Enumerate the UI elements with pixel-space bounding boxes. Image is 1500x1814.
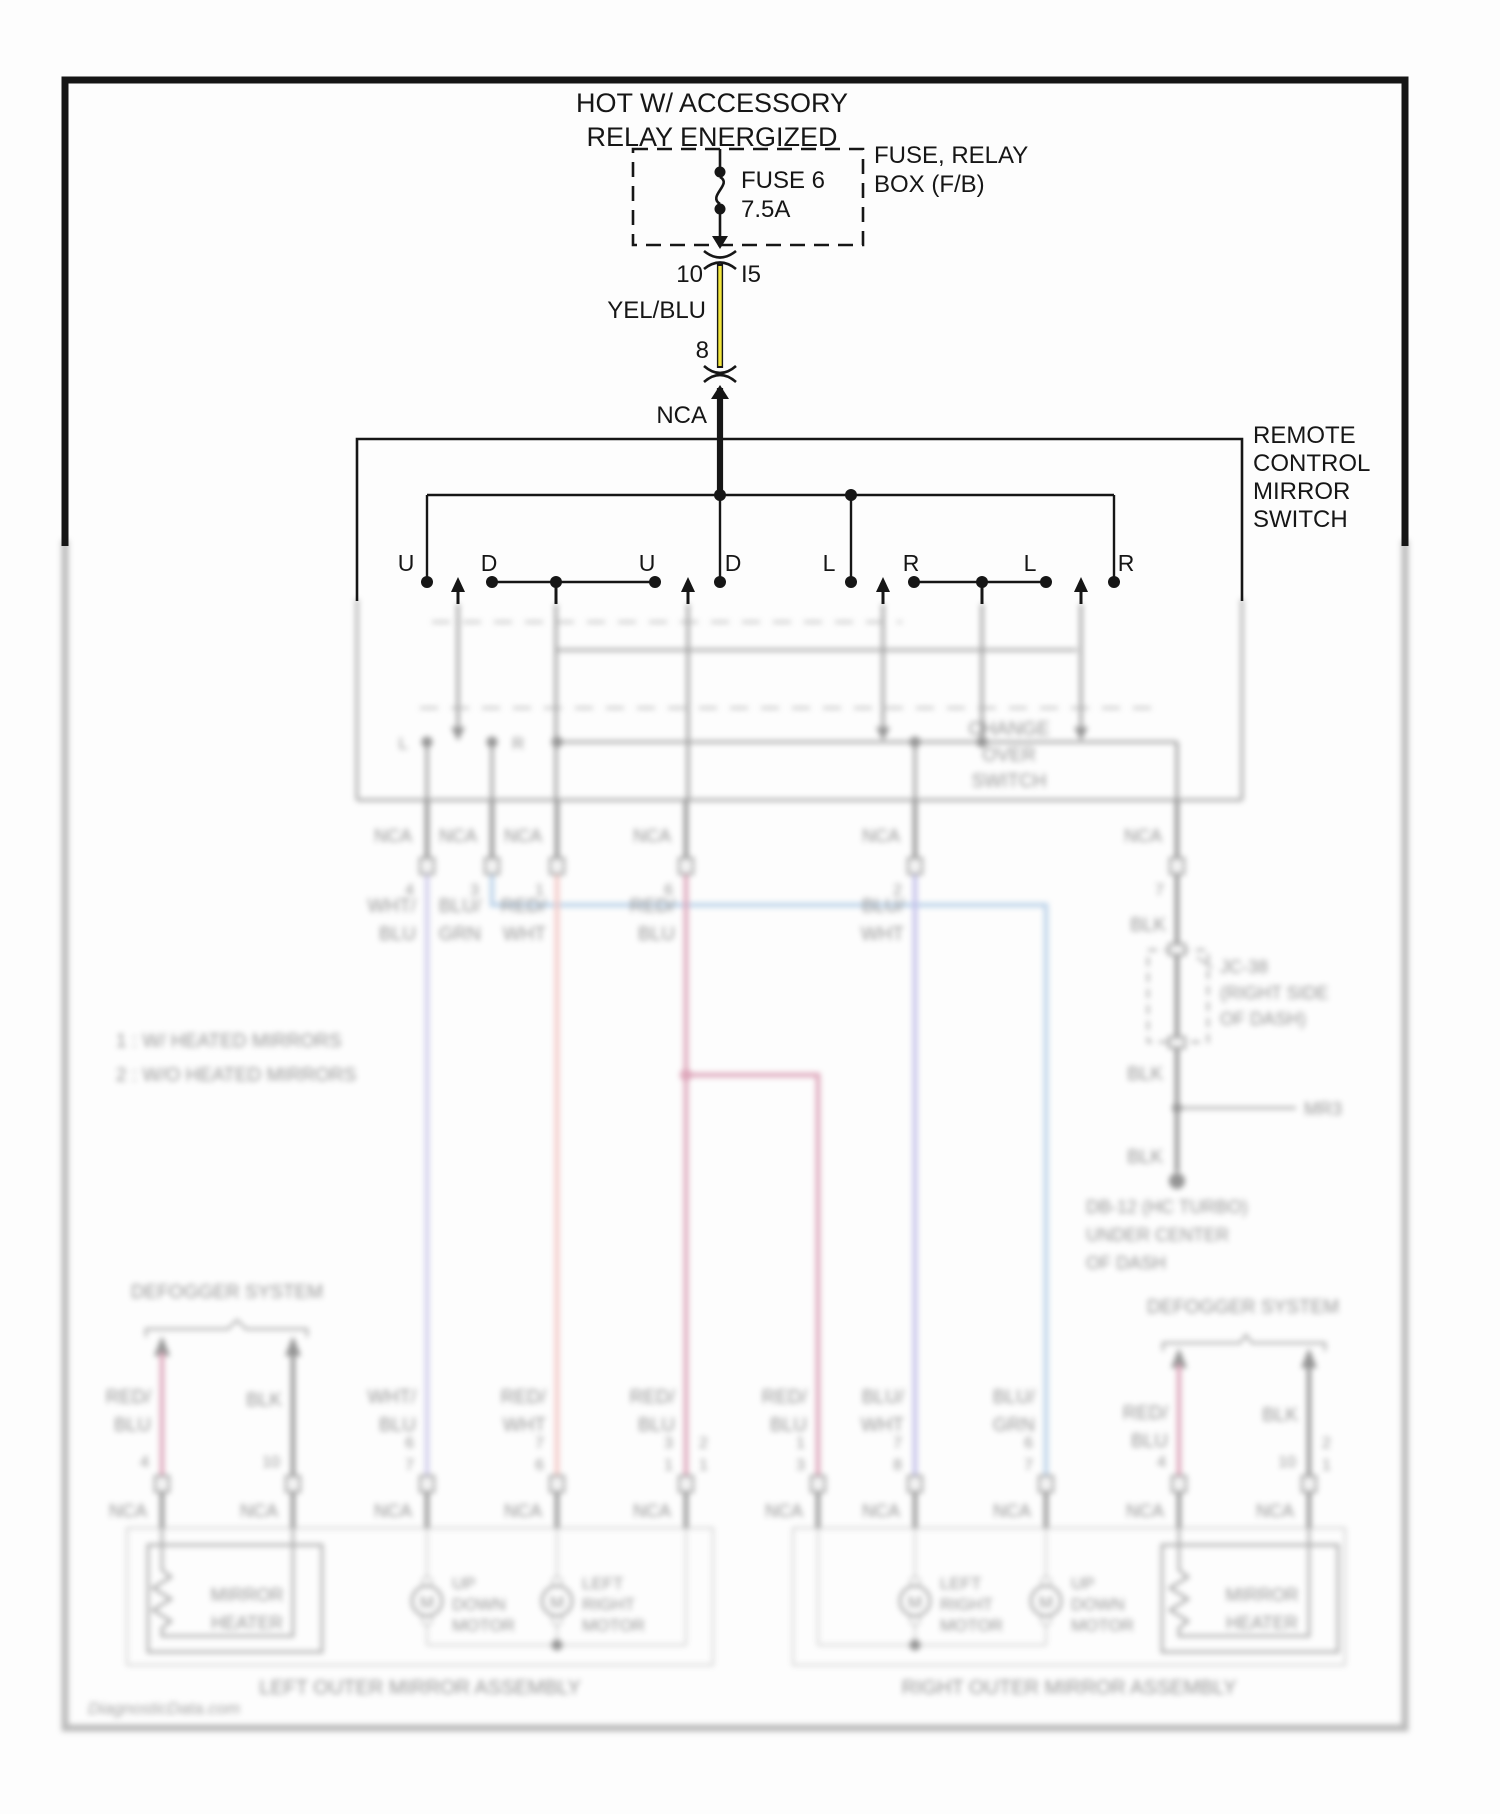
pin-number: 2 xyxy=(699,1435,708,1452)
pin-number: 10 xyxy=(1278,1454,1296,1471)
circuit-label: NCA xyxy=(373,826,412,846)
motor-symbol-letter: M xyxy=(419,1593,435,1612)
wire-color-label: WHT xyxy=(860,1415,904,1436)
connector-id: I5 xyxy=(741,261,762,288)
pin-number: 4 xyxy=(405,882,414,899)
motor-label: MOTOR xyxy=(1071,1616,1134,1635)
pin-number: 7 xyxy=(1024,1457,1033,1474)
contact-label: U xyxy=(397,550,415,576)
pin-number: 7 xyxy=(893,1435,902,1452)
switch-title: MIRROR xyxy=(1253,478,1351,505)
motor-label: RIGHT xyxy=(582,1595,635,1614)
wire-color-label: RED/ xyxy=(1122,1403,1168,1424)
circuit-label: NCA xyxy=(1255,1501,1294,1521)
pin-number: 7 xyxy=(405,1457,414,1474)
circuit-label: NCA xyxy=(373,1501,412,1521)
pin-number: 10 xyxy=(262,1454,280,1471)
circuit-label: NCA xyxy=(632,826,671,846)
watermark: DiagnosticData.com xyxy=(88,1699,241,1718)
pin-number: 6 xyxy=(664,882,673,899)
ground-location-label: OF DASH xyxy=(1086,1253,1167,1273)
wire-color-label: BLU/ xyxy=(861,1387,904,1408)
wire-color-label: WHT/ xyxy=(367,1387,416,1408)
motor-label: LEFT xyxy=(582,1574,624,1593)
wire-color-label: WHT xyxy=(502,1415,546,1436)
motor-label: MOTOR xyxy=(452,1616,515,1635)
defogger-title-right: DEFOGGER SYSTEM xyxy=(1146,1297,1340,1318)
pin-number: 1 xyxy=(699,1457,708,1474)
connector-label: OF DASH) xyxy=(1220,1009,1307,1029)
motor-label: MOTOR xyxy=(940,1616,1003,1635)
circuit-label: NCA xyxy=(656,402,707,429)
switch-title: CONTROL xyxy=(1253,450,1371,477)
connector-label: JC-38 xyxy=(1220,957,1269,977)
circuit-label: NCA xyxy=(503,1501,542,1521)
power-source-line2: RELAY ENERGIZED xyxy=(586,122,838,152)
pin-number: 1 xyxy=(535,882,544,899)
motor-label: RIGHT xyxy=(940,1595,993,1614)
pin-number: 1 xyxy=(1322,1457,1331,1474)
pin-number: 6 xyxy=(405,1435,414,1452)
pin-number: 8 xyxy=(893,1457,902,1474)
motor-symbol-letter: M xyxy=(1038,1593,1054,1612)
assembly-label-left: LEFT OUTER MIRROR ASSEMBLY xyxy=(259,1677,581,1699)
heater-label: HEATER xyxy=(1226,1613,1298,1633)
wire-color-label: RED/ xyxy=(629,1387,675,1408)
changeover-title-2: OVER xyxy=(982,745,1036,766)
fuse-box-title: FUSE, RELAY xyxy=(874,142,1029,169)
wire-color-label: BLU xyxy=(1131,1431,1168,1452)
switch-title: REMOTE xyxy=(1253,422,1356,449)
heater-label: MIRROR xyxy=(210,1585,284,1605)
nca-wire-arrow xyxy=(711,385,729,399)
note-1: 1 : W/ HEATED MIRRORS xyxy=(116,1031,342,1052)
pin-number: 2 xyxy=(1322,1435,1331,1452)
motor-label: UP xyxy=(452,1574,476,1593)
contact-label: R xyxy=(1117,550,1135,576)
wire-color-label: BLU/ xyxy=(438,896,481,917)
motor-label: UP xyxy=(1071,1574,1095,1593)
ground-location-label: DB-12 (HC TURBO) xyxy=(1086,1197,1248,1217)
wire-color-label: BLU xyxy=(770,1415,807,1436)
wire-color-label: RED/ xyxy=(761,1387,807,1408)
pin-number: 1 xyxy=(664,1457,673,1474)
changeover-contact-r: R xyxy=(512,734,525,753)
wire-color-label: BLK xyxy=(1130,915,1166,936)
fuse-output-arrow xyxy=(712,236,728,249)
changeover-title-1: CHANGE xyxy=(968,719,1050,740)
heater-label: HEATER xyxy=(211,1613,283,1633)
motor-symbol-letter: M xyxy=(907,1593,923,1612)
wire-color-label: YEL/BLU xyxy=(607,297,706,324)
wire-color-label: BLK xyxy=(1262,1405,1298,1426)
power-source-line1: HOT W/ ACCESSORY xyxy=(575,88,849,118)
contact-label: U xyxy=(638,550,656,576)
circuit-label: NCA xyxy=(1125,1501,1164,1521)
circuit-label: NCA xyxy=(438,826,477,846)
wire-color-label: BLU xyxy=(114,1415,151,1436)
pin-number: 4 xyxy=(140,1454,149,1471)
wire-color-label: BLU xyxy=(638,924,675,945)
circuit-label: NCA xyxy=(503,826,542,846)
wire-color-label: WHT xyxy=(502,924,546,945)
switch-title: SWITCH xyxy=(1253,506,1348,533)
motor-label: DOWN xyxy=(452,1595,506,1614)
pin-number: 3 xyxy=(470,882,479,899)
wire-color-label: RED/ xyxy=(629,896,675,917)
connector-label: (RIGHT SIDE xyxy=(1220,983,1329,1003)
contact-label: R xyxy=(902,550,920,576)
pin-number: 3 xyxy=(796,1457,805,1474)
changeover-title-3: SWITCH xyxy=(971,771,1047,792)
circuit-label: NCA xyxy=(239,1501,278,1521)
note-2: 2 : W/O HEATED MIRRORS xyxy=(116,1065,357,1086)
fuse-box-title: BOX (F/B) xyxy=(874,171,985,198)
pin-number: 4 xyxy=(1157,1454,1166,1471)
circuit-label: NCA xyxy=(108,1501,147,1521)
wire-color-label: BLK xyxy=(246,1390,282,1411)
contact-label: L xyxy=(1023,550,1037,576)
wire-color-label: RED/ xyxy=(105,1387,151,1408)
wire-color-label: BLU xyxy=(379,1415,416,1436)
pin-number: 8 xyxy=(695,337,709,364)
assembly-label-right: RIGHT OUTER MIRROR ASSEMBLY xyxy=(901,1677,1237,1699)
wire-color-label: BLU xyxy=(379,924,416,945)
splice-label: MR3 xyxy=(1304,1099,1343,1119)
motor-label: DOWN xyxy=(1071,1595,1125,1614)
pin-number: 1 xyxy=(796,1435,805,1452)
circuit-label: NCA xyxy=(992,1501,1031,1521)
contact-label: D xyxy=(480,550,498,576)
wire-color-label: BLU/ xyxy=(992,1387,1035,1408)
wire-color-label: GRN xyxy=(992,1415,1035,1436)
contact-label: L xyxy=(822,550,836,576)
pin-number: 6 xyxy=(535,1457,544,1474)
wire-color-label: RED/ xyxy=(500,1387,546,1408)
wire-color-label: WHT/ xyxy=(367,896,416,917)
circuit-label: NCA xyxy=(764,1501,803,1521)
changeover-contact-l: L xyxy=(398,734,408,753)
inline-connector-2 xyxy=(704,366,736,382)
circuit-label: NCA xyxy=(861,1501,900,1521)
fuse-symbol xyxy=(716,177,724,204)
wire-color-label: BLU/ xyxy=(861,896,904,917)
pin-number: 3 xyxy=(664,1435,673,1452)
wire-color-label: BLU xyxy=(638,1415,675,1436)
motor-symbol-letter: M xyxy=(549,1593,565,1612)
circuit-label: NCA xyxy=(632,1501,671,1521)
wire-color-label: GRN xyxy=(438,924,481,945)
fuse-name: FUSE 6 xyxy=(741,167,826,194)
wire-color-label: WHT xyxy=(860,924,904,945)
circuit-label: NCA xyxy=(861,826,900,846)
ground-location-label: UNDER CENTER xyxy=(1086,1225,1230,1245)
pin-number: 2 xyxy=(893,882,902,899)
pin-number: 6 xyxy=(1024,1435,1033,1452)
contact-label: D xyxy=(724,550,742,576)
pin-number: 7 xyxy=(1155,882,1164,899)
motor-label: LEFT xyxy=(940,1574,982,1593)
defogger-title-left: DEFOGGER SYSTEM xyxy=(130,1282,324,1303)
wire-color-label: BLK xyxy=(1127,1064,1163,1085)
wire-color-label: RED/ xyxy=(500,896,546,917)
wire-color-label: BLK xyxy=(1127,1147,1163,1168)
circuit-label: NCA xyxy=(1123,826,1162,846)
pin-number: 7 xyxy=(535,1435,544,1452)
heater-label: MIRROR xyxy=(1225,1585,1299,1605)
motor-label: MOTOR xyxy=(582,1616,645,1635)
pin-number: 10 xyxy=(676,261,703,288)
fuse-rating: 7.5A xyxy=(741,196,791,223)
